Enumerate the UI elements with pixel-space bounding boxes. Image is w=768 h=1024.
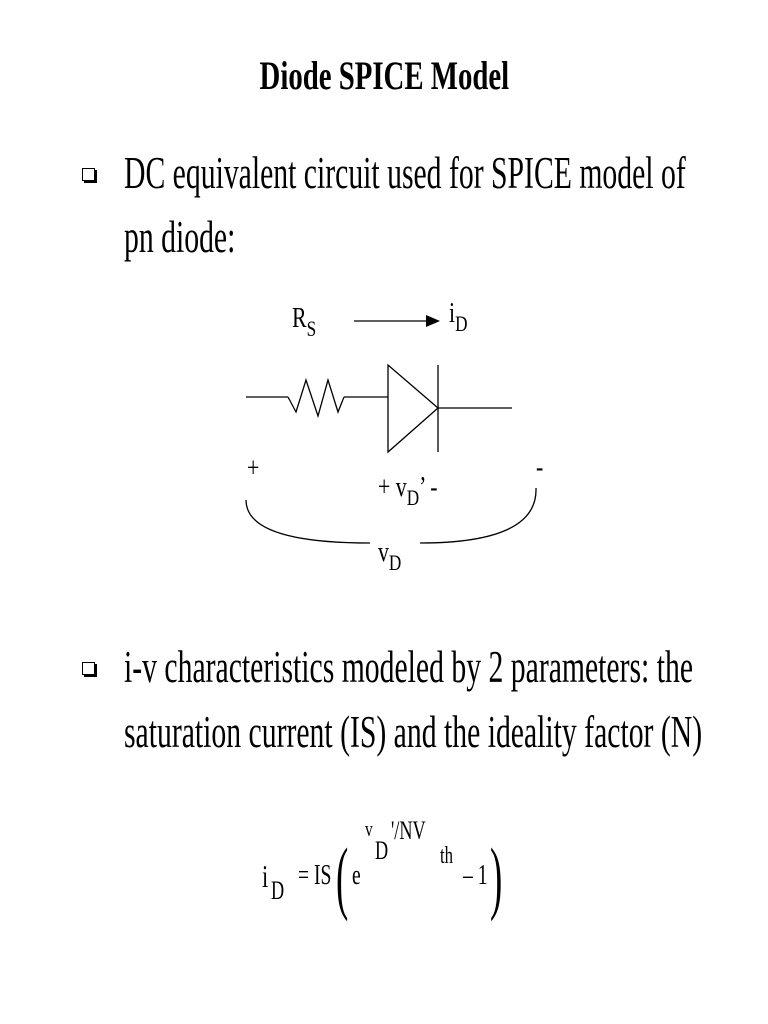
equation-exp-rest: '/NV (391, 816, 426, 845)
equation-open-paren: ( (336, 831, 349, 922)
current-arrow-head (426, 315, 440, 327)
plus-terminal-label: + (247, 453, 260, 484)
page-title: Diode SPICE Model (259, 53, 509, 98)
equation-exp-sub: D (375, 836, 389, 865)
diode-voltage-label: + $v_D$’ - (378, 472, 438, 510)
total-voltage-label: $v_D$ (378, 537, 402, 575)
equation-equals-is: = IS (298, 860, 332, 891)
minus-terminal-label: - (536, 452, 544, 483)
equation-lhs-i: i (262, 858, 269, 894)
current-label: $i_D$ (449, 298, 468, 336)
resistor-zigzag (288, 380, 344, 416)
diode-triangle (388, 365, 438, 452)
equation-exp-v: v (365, 816, 373, 841)
resistor-label: $R_S$ (292, 303, 317, 341)
bullet-2-line-2: saturation current (IS) and the ideality factor (N) (124, 707, 703, 757)
bullet-2-line-1: i-v characteristics modeled by 2 parameters: the (124, 642, 694, 692)
equation-e: e (352, 860, 361, 891)
equation-exp-th: th (440, 843, 454, 869)
equation-lhs-sub: D (271, 876, 285, 905)
bullet-square-icon (82, 662, 95, 675)
equation-minus-one: – 1 (463, 860, 488, 891)
bullet-1-line-2: pn diode: (124, 212, 236, 262)
bullet-1-line-1: DC equivalent circuit used for SPICE model of (124, 148, 686, 198)
equation-close-paren: ) (490, 831, 503, 922)
